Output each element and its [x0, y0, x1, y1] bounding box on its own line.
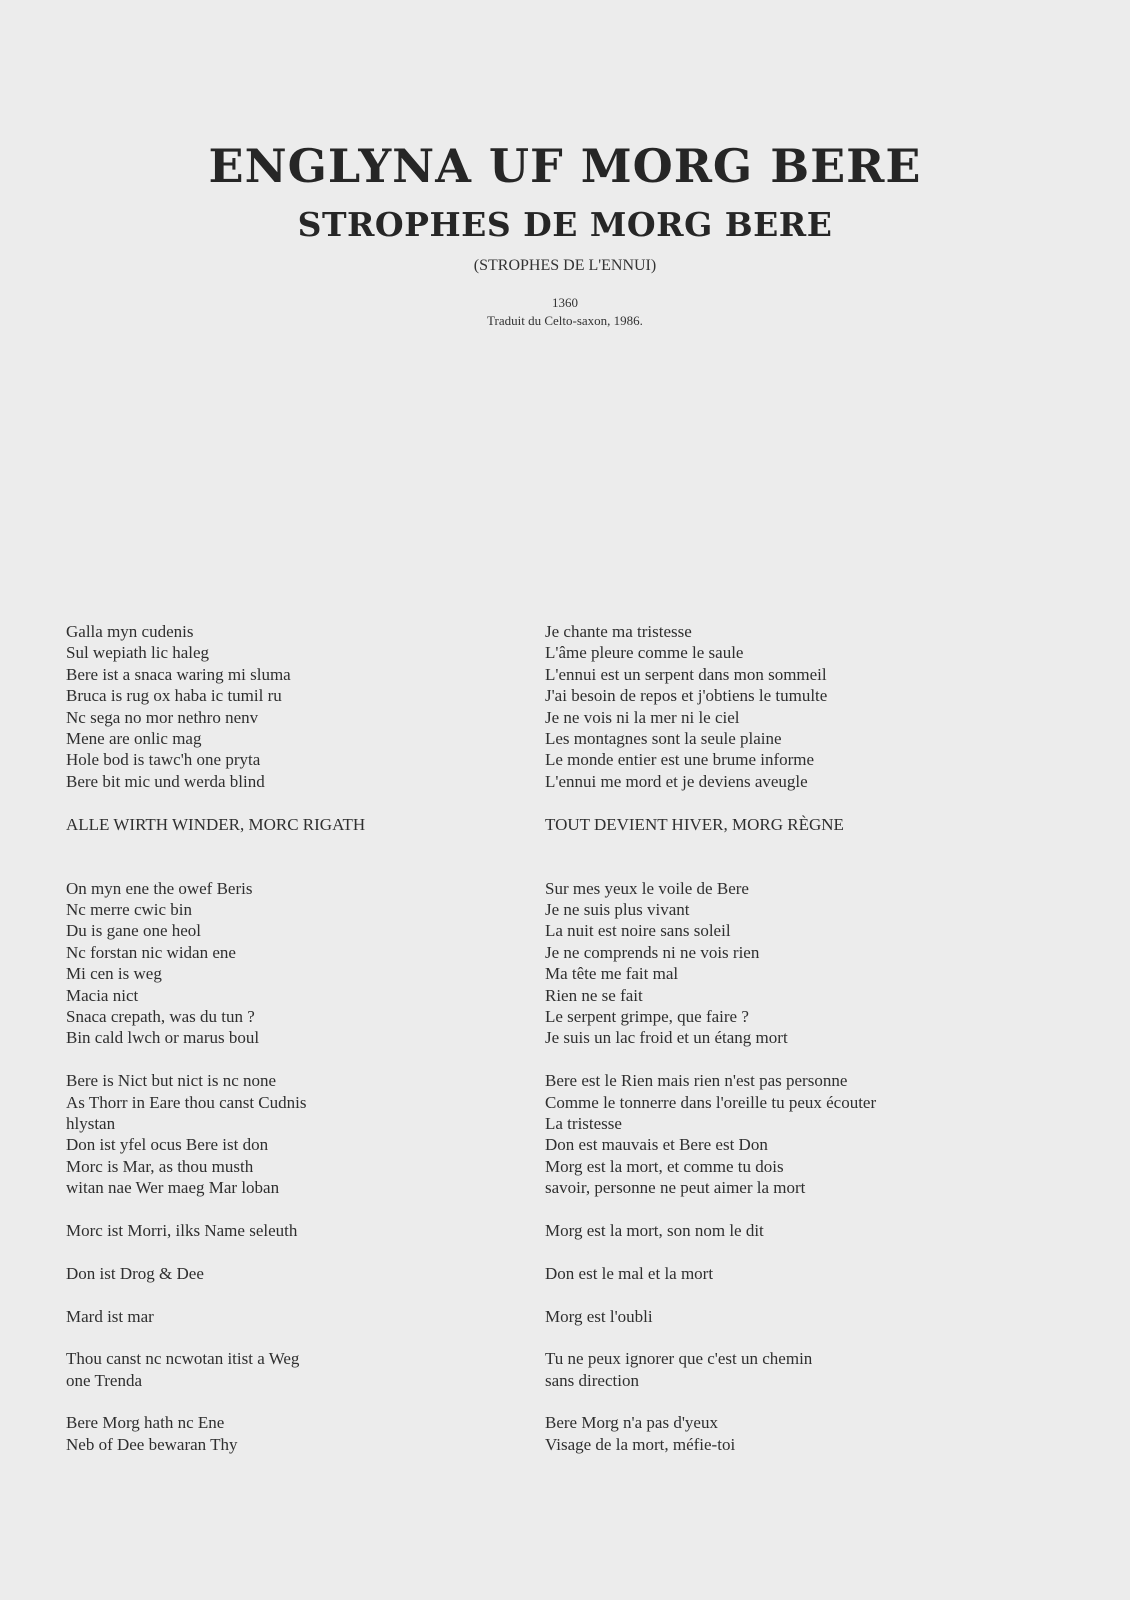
- verse-line: Mard ist mar: [66, 1306, 154, 1326]
- verse-line: Tu ne peux ignorer que c'est un chemin: [545, 1349, 813, 1369]
- verse-line: Du is gane one heol: [66, 921, 202, 941]
- verse-line: Les montagnes sont la seule plaine: [545, 728, 782, 748]
- stanza-gap: [66, 835, 496, 878]
- verse-line: Don ist yfel ocus Bere ist don: [66, 1135, 269, 1155]
- verse-line: Morc ist Morri, ilks Name seleuth: [66, 1220, 298, 1240]
- verse-line: Bin cald lwch or marus boul: [66, 1028, 260, 1048]
- verse-line: sans direction: [545, 1370, 639, 1390]
- verse-line: Bere is Nict but nict is nc none: [66, 1071, 277, 1091]
- verse-line: savoir, personne ne peut aimer la mort: [545, 1178, 806, 1198]
- stanza-gap: [66, 1241, 496, 1262]
- verse-line: Macia nict: [66, 985, 139, 1005]
- verse-line: Snaca crepath, was du tun ?: [66, 1007, 255, 1027]
- verse-line: Don ist Drog & Dee: [66, 1263, 204, 1283]
- verse-line: Je suis un lac froid et un étang mort: [545, 1028, 788, 1048]
- verse-line: Mene are onlic mag: [66, 728, 202, 748]
- verse-line: Comme le tonnerre dans l'oreille tu peux écouter: [545, 1092, 877, 1112]
- verse-line: On myn ene the owef Beris: [66, 878, 253, 898]
- stanza-2: [66, 878, 496, 1049]
- stanza-gap: [66, 792, 496, 813]
- refrain-line: TOUT DEVIENT HIVER, MORG RÈGNE: [545, 814, 844, 834]
- refrain-line: ALLE WIRTH WINDER, MORC RIGATH: [66, 814, 366, 834]
- verse-line: one Trenda: [66, 1370, 143, 1390]
- verse-line: Le serpent grimpe, que faire ?: [545, 1007, 749, 1027]
- stanza-gap: [66, 1327, 496, 1348]
- stanza-1: [545, 621, 975, 792]
- verse-line: Le monde entier est une brume informe: [545, 750, 815, 770]
- verse-line: Nc merre cwic bin: [66, 900, 193, 920]
- verse-line: As Thorr in Eare thou canst Cudnis: [66, 1092, 307, 1112]
- verse-line: hlystan: [66, 1114, 116, 1133]
- verse-line: L'ennui me mord et je deviens aveugle: [545, 771, 808, 791]
- verse-line: Morg est la mort, et comme tu dois: [545, 1156, 784, 1176]
- stanza-gap: [545, 1284, 975, 1305]
- verse-line: Nc forstan nic widan ene: [66, 942, 236, 962]
- translation-note: Traduit du Celto-saxon, 1986.: [487, 313, 643, 328]
- verse-line: Mi cen is weg: [66, 964, 162, 984]
- verse-line: Bere Morg n'a pas d'yeux: [545, 1413, 718, 1433]
- year-label: 1360: [552, 295, 578, 310]
- verse-line: Morg est l'oubli: [545, 1306, 653, 1326]
- stanza-3: [545, 1070, 975, 1198]
- verse-line: Je ne comprends ni ne vois rien: [545, 942, 760, 962]
- stanza-3: [66, 1070, 496, 1198]
- verse-line: La nuit est noire sans soleil: [545, 921, 731, 941]
- page-title: ENGLYNA UF MORG BERE: [208, 139, 922, 193]
- stanza-gap: [545, 835, 975, 878]
- verse-line: Bere bit mic und werda blind: [66, 771, 265, 791]
- page-subtitle: STROPHES DE MORG BERE: [297, 205, 833, 244]
- verse-line: Bere est le Rien mais rien n'est pas personne: [545, 1071, 848, 1091]
- verse-line: Sul wepiath lic haleg: [66, 643, 210, 663]
- verse-line: Galla myn cudenis: [66, 622, 194, 641]
- verse-line: Don est le mal et la mort: [545, 1263, 714, 1283]
- stanza-gap: [545, 792, 975, 813]
- stanza-gap: [545, 1049, 975, 1070]
- verse-line: La tristesse: [545, 1114, 622, 1133]
- verse-line: Don est mauvais et Bere est Don: [545, 1135, 768, 1155]
- verse-line: Visage de la mort, méfie-toi: [545, 1434, 736, 1454]
- verse-line: Je chante ma tristesse: [545, 622, 692, 641]
- stanza-gap: [66, 1049, 496, 1070]
- page-alt-title: (STROPHES DE L'ENNUI): [473, 257, 657, 274]
- stanza-gap: [545, 1391, 975, 1412]
- verse-line: L'âme pleure comme le saule: [545, 643, 744, 663]
- verse-line: Morg est la mort, son nom le dit: [545, 1220, 764, 1240]
- verse-line: Thou canst nc ncwotan itist a Weg: [66, 1349, 300, 1369]
- stanza-1: [66, 621, 496, 792]
- verse-line: Je ne suis plus vivant: [545, 900, 690, 920]
- verse-line: Hole bod is tawc'h one pryta: [66, 750, 261, 770]
- original-text-column: [66, 621, 496, 1455]
- verse-line: Rien ne se fait: [545, 985, 643, 1005]
- stanza-gap: [66, 1391, 496, 1412]
- verse-line: J'ai besoin de repos et j'obtiens le tumulte: [545, 686, 828, 706]
- verse-line: Bere Morg hath nc Ene: [66, 1413, 225, 1433]
- stanza-2: [545, 878, 975, 1049]
- stanza-gap: [66, 1199, 496, 1220]
- verse-line: Morc is Mar, as thou musth: [66, 1156, 254, 1176]
- stanza-gap: [545, 1327, 975, 1348]
- translation-column: [545, 621, 975, 1455]
- stanza-gap: [66, 1284, 496, 1305]
- verse-line: Nc sega no mor nethro nenv: [66, 707, 259, 727]
- verse-line: Ma tête me fait mal: [545, 964, 679, 984]
- verse-line: Je ne vois ni la mer ni le ciel: [545, 707, 740, 727]
- verse-line: Bruca is rug ox haba ic tumil ru: [66, 686, 282, 706]
- stanza-gap: [545, 1199, 975, 1220]
- verse-line: witan nae Wer maeg Mar loban: [66, 1178, 280, 1198]
- stanza-gap: [545, 1241, 975, 1262]
- verse-line: Bere ist a snaca waring mi sluma: [66, 664, 291, 684]
- verse-line: Sur mes yeux le voile de Bere: [545, 878, 749, 898]
- verse-line: L'ennui est un serpent dans mon sommeil: [545, 664, 827, 684]
- verse-line: Neb of Dee bewaran Thy: [66, 1434, 238, 1454]
